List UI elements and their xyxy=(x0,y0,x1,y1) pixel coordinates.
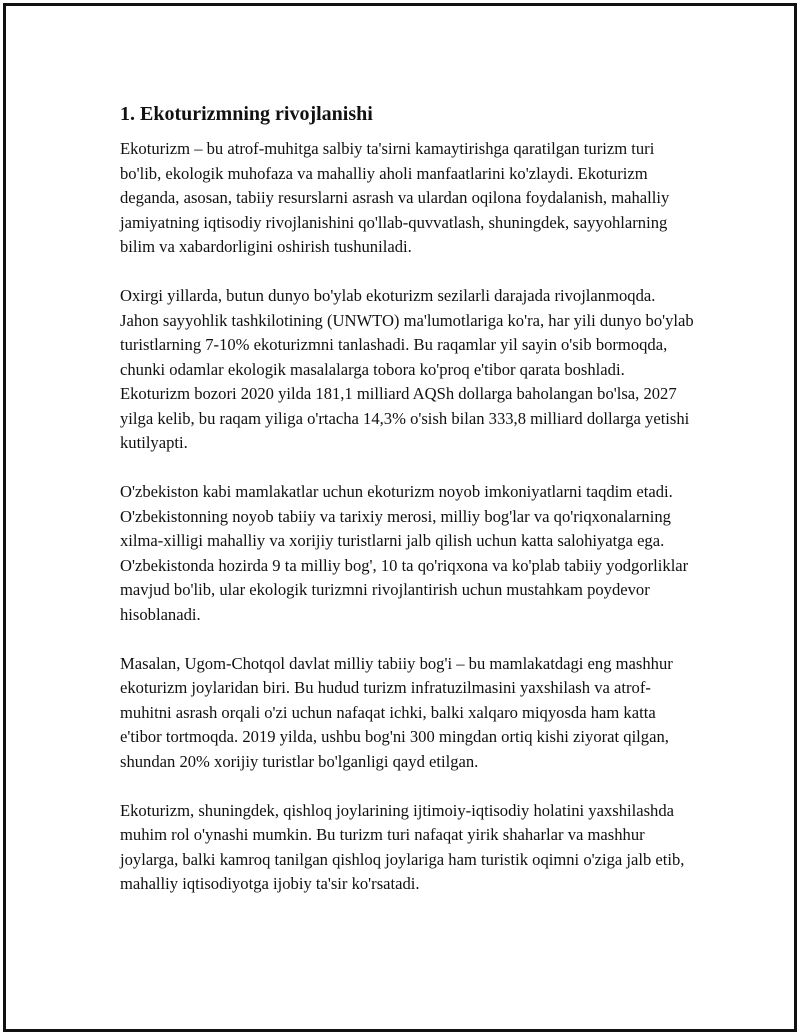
paragraph-2: Oxirgi yillarda, butun dunyo bo'ylab ekoturizm sezilarli darajada rivojlanmoqda. Jahon sayyohlik tashkilotining (UNWTO) ma'lumotlariga ko'ra, har yili dunyo bo'ylab turistlarning 7-10% ekoturizmni tanlashadi. Bu raqamlar yil sayin o'sib bormoqda, chunki odamlar ekologik masalalarga tobora ko'proq e'tibor qarata boshladi. Ekoturizm bozori 2020 yilda 181,1 milliard AQSh dollarga baholangan bo'lsa, 2027 yilga kelib, bu raqam yiliga o'rtacha 14,3% o'sish bilan 333,8 milliard dollarga yetishi kutilyapti. xyxy=(120,286,694,452)
paragraph-4: Masalan, Ugom-Chotqol davlat milliy tabiiy bog'i – bu mamlakatdagi eng mashhur ekoturizm joylaridan biri. Bu hudud turizm infratuzilmasini yaxshilash va atrof-muhitni asrash orqali o'zi uchun nafaqat ichki, balki xalqaro miqyosda ham katta e'tibor tortmoqda. 2019 yilda, ushbu bog'ni 300 mingdan ortiq kishi ziyorat qilgan, shundan 20% xorijiy turistlar bo'lganligi qayd etilgan. xyxy=(120,653,673,771)
paragraph-1: Ekoturizm – bu atrof-muhitga salbiy ta'sirni kamaytirishga qaratilgan turizm turi bo'lib, ekologik muhofaza va mahalliy aholi manfaatlarini ko'zlaydi. Ekoturizm deganda, asosan, tabiiy resurslarni asrash va ulardan oqilona foydalanish, mahalliy jamiyatning iqtisodiy rivojlanishini qo'llab-quvvatlash, shuningdek, sayyohlarning bilim va xabardorligini oshirish tushuniladi. xyxy=(120,139,670,256)
paragraph-3: O'zbekiston kabi mamlakatlar uchun ekoturizm noyob imkoniyatlarni taqdim etadi. O'zbekistonning noyob tabiiy va tarixiy merosi, milliy bog'lar va qo'riqxonalarning xilma-xilligi mahalliy va xorijiy turistlarni jalb qilish uchun katta salohiyatga ega. O'zbekistonda hozirda 9 ta milliy bog', 10 ta qo'riqxona va ko'plab tabiiy yodgorliklar mavjud bo'lib, ular ekologik turizmni rivojlantirish uchun mustahkam poydevor hisoblanadi. xyxy=(120,482,689,624)
document-body xyxy=(120,101,695,897)
paragraph-5: Ekoturizm, shuningdek, qishloq joylarining ijtimoiy-iqtisodiy holatini yaxshilashda muhim rol o'ynashi mumkin. Bu turizm turi nafaqat yirik shaharlar va mashhur joylarga, balki kamroq tanilgan qishloq joylariga ham turistik oqimni o'ziga jalb etib, mahalliy iqtisodiyotga ijobiy ta'sir ko'rsatadi. xyxy=(120,800,685,893)
page-frame xyxy=(3,3,797,1032)
section-heading: 1. Ekoturizmning rivojlanishi xyxy=(120,103,373,125)
